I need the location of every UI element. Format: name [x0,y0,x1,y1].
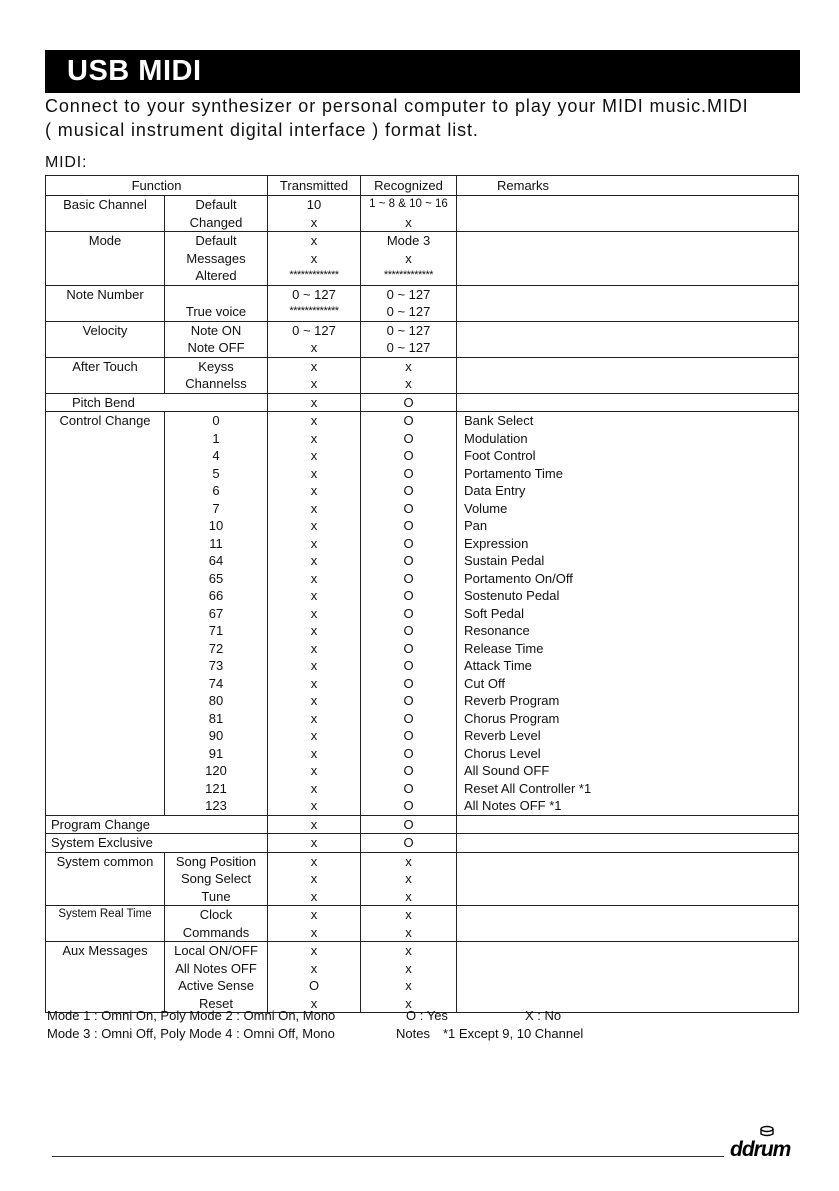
cc-remark: Cut Off [464,675,505,691]
cc-recognized-value: O [403,780,414,796]
row-recognized: 0 ~ 127 0 ~ 127 [361,285,457,321]
table-row [46,357,799,393]
table-row [46,412,799,816]
except-note: *1 Except 9, 10 Channel [443,1026,584,1041]
row-recognized: O [361,834,457,853]
cc-remark: Reverb Level [464,728,541,743]
footer-divider [52,1156,724,1157]
cc-number: 10 [208,518,224,533]
cc-recognized-value: O [403,570,414,586]
row-sub: Clock Commands [165,906,268,942]
header-function: Function [46,176,268,196]
cc-transmitted-value: x [310,780,318,796]
mode-note-2: Mode 3 : Omni Off, Poly Mode 4 : Omni Off, Mono [47,1026,335,1041]
row-remarks [457,942,799,1013]
table-row [46,321,799,357]
row-sub: Keyss Channelss [165,357,268,393]
cc-number: 81 [208,710,224,726]
row-remarks [457,285,799,321]
table-row [46,285,799,321]
cc-recognized-value: O [403,518,414,533]
row-recognized: x x x x [361,942,457,1013]
row-label: Aux Messages [46,942,165,1013]
cc-recognized-value: O [403,658,414,673]
cc-remark: Data Entry [464,483,526,498]
cc-transmitted-value: x [310,658,318,673]
row-label: System Real Time [46,906,165,942]
row-recognized: Mode 3 x ************* [361,232,457,286]
cc-recognized-value: O [403,483,414,498]
row-label: After Touch [46,357,165,393]
intro-paragraph [45,94,805,142]
brand-logo-text: ddrum [730,1138,791,1161]
row-sub: Song Position Song Select Tune [165,852,268,906]
row-remarks [457,393,799,412]
row-recognized: 0 ~ 127 0 ~ 127 [361,321,457,357]
cc-number: 11 [209,535,223,551]
row-label: Control Change [46,412,165,816]
cc-transmitted-value: x [310,430,318,446]
row-label: Basic Channel [46,196,165,232]
cc-number: 65 [208,570,224,586]
cc-recognized-value: O [403,745,414,761]
cc-transmitted [268,412,361,816]
cc-transmitted-value: x [310,553,318,568]
cc-remark: Sustain Pedal [464,553,545,568]
cc-remark: Pan [464,518,488,533]
cc-transmitted-value: x [310,710,318,726]
cc-transmitted-value: x [310,675,318,691]
cc-recognized-value: O [403,763,414,778]
row-transmitted: x [268,393,361,412]
section-banner [45,50,800,93]
row-transmitted: 0 ~ 127 ************* [268,285,361,321]
cc-number: 90 [208,728,224,743]
cc-remark: Resonance [464,623,530,638]
cc-remark: Volume [464,500,508,516]
cc-remark: Foot Control [464,448,536,463]
cc-recognized-value: O [403,535,414,551]
cc-remark: Modulation [464,430,528,446]
table-row [46,196,799,232]
cc-number: 121 [205,780,227,796]
cc-transmitted-value: x [310,640,318,656]
table-row [46,852,799,906]
row-remarks [457,321,799,357]
cc-number: 64 [208,553,224,568]
cc-remark: Reverb Program [464,693,560,708]
row-transmitted: x [268,815,361,834]
legend-no: X : No [525,1008,562,1023]
cc-remark: Chorus Program [464,710,560,726]
row-recognized: x x [361,906,457,942]
row-sub: Default Messages Altered [165,232,268,286]
table-row [46,393,799,412]
cc-transmitted-value: x [310,518,318,533]
cc-number: 1 [212,430,220,446]
cc-number: 120 [205,763,227,778]
row-transmitted: x x x [268,852,361,906]
cc-transmitted-value: x [310,588,318,603]
cc-transmitted-value: x [310,693,318,708]
cc-recognized [361,412,457,816]
intro-line-1: Connect to your synthesizer or personal computer to play your MIDI music.MIDI [45,96,749,116]
row-transmitted: 0 ~ 127 x [268,321,361,357]
mode-note-1: Mode 1 : Omni On, Poly Mode 2 : Omni On, Mono [47,1008,336,1023]
cc-transmitted-value: x [310,798,318,813]
cc-number: 80 [208,693,224,708]
intro-line-2: ( musical instrument digital interface ) format list. [45,120,479,140]
cc-recognized-value: O [403,623,414,638]
row-label: Velocity [46,321,165,357]
row-remarks [457,815,799,834]
cc-number: 67 [208,605,224,621]
notes-label: Notes [396,1026,430,1041]
header-remarks: Remarks [457,176,799,196]
cc-number: 66 [208,588,224,603]
midi-label: MIDI: [45,154,88,171]
cc-remark: Soft Pedal [464,605,524,621]
row-sub: Local ON/OFF All Notes OFF Active Sense Reset [165,942,268,1013]
cc-recognized-value: O [403,448,414,463]
cc-recognized-value: O [403,693,414,708]
cc-transmitted-value: x [310,535,318,551]
cc-recognized-value: O [403,500,414,516]
cc-number: 6 [212,483,220,498]
row-recognized: O [361,815,457,834]
table-header-row [46,176,799,196]
cc-remark: Expression [464,535,529,551]
row-transmitted: x x [268,906,361,942]
table-row [46,942,799,1013]
row-transmitted: x x ************* [268,232,361,286]
header-transmitted: Transmitted [268,176,361,196]
row-label: Pitch Bend [46,393,268,412]
cc-remarks [457,412,799,816]
cc-transmitted-value: x [310,728,318,743]
drum-logo-icon [760,1125,774,1137]
row-transmitted: x [268,834,361,853]
section-title: USB MIDI [67,55,202,87]
row-label: System Exclusive [46,834,268,853]
cc-remark: Release Time [464,640,544,656]
cc-recognized-value: O [403,675,414,691]
row-label: Note Number [46,285,165,321]
row-recognized: x x x [361,852,457,906]
row-label: Program Change [46,815,268,834]
cc-transmitted-value: x [310,570,318,586]
cc-recognized-value: O [403,465,414,481]
cc-transmitted-value: x [310,605,318,621]
row-remarks [457,196,799,232]
row-sub: True voice [165,285,268,321]
table-row [46,906,799,942]
cc-number: 0 [212,413,220,428]
cc-recognized-value: O [403,413,414,428]
header-recognized: Recognized [361,176,457,196]
midi-implementation-table [45,175,799,1013]
row-transmitted: x x [268,357,361,393]
cc-transmitted-value: x [310,745,318,761]
row-remarks [457,357,799,393]
cc-number: 72 [208,640,224,656]
cc-recognized-value: O [403,798,414,813]
table-row [46,834,799,853]
legend-yes: O : Yes [406,1008,448,1023]
row-remarks [457,906,799,942]
row-sub: Default Changed [165,196,268,232]
cc-recognized-value: O [403,553,414,568]
cc-transmitted-value: x [310,465,318,481]
cc-transmitted-value: x [310,448,318,463]
table-row [46,232,799,286]
cc-recognized-value: O [403,605,414,621]
cc-number: 123 [205,798,227,813]
cc-recognized-value: O [403,710,414,726]
cc-remark: Sostenuto Pedal [464,588,560,603]
cc-remark: Chorus Level [464,745,541,761]
row-remarks [457,834,799,853]
row-transmitted: 10 x [268,196,361,232]
row-remarks [457,232,799,286]
brand-logo [730,1124,806,1170]
cc-number: 7 [212,500,220,516]
cc-transmitted-value: x [310,623,318,638]
cc-number: 74 [208,675,224,691]
cc-recognized-value: O [403,640,414,656]
cc-remark: Reset All Controller *1 [464,780,592,796]
row-label: System common [46,852,165,906]
cc-number: 71 [208,623,224,638]
cc-recognized-value: O [403,588,414,603]
cc-remark: All Notes OFF *1 [464,798,562,813]
cc-transmitted-value: x [310,413,318,428]
row-label: Mode [46,232,165,286]
cc-number: 91 [208,745,224,761]
cc-transmitted-value: x [310,763,318,778]
cc-remark: Attack Time [464,658,532,673]
cc-transmitted-value: x [310,483,318,498]
cc-number: 73 [208,658,224,673]
row-recognized: O [361,393,457,412]
row-recognized: x x [361,357,457,393]
table-row [46,815,799,834]
cc-recognized-value: O [403,728,414,743]
cc-number: 5 [212,465,220,481]
cc-number: 4 [212,448,220,463]
cc-remark: All Sound OFF [464,763,550,778]
cc-remark: Portamento On/Off [464,570,573,586]
row-recognized: 1 ~ 8 & 10 ~ 16 x [361,196,457,232]
cc-numbers [165,412,268,816]
row-transmitted: x x O x [268,942,361,1013]
row-remarks [457,852,799,906]
cc-recognized-value: O [403,430,414,446]
row-sub: Note ON Note OFF [165,321,268,357]
cc-transmitted-value: x [310,500,318,516]
cc-remark: Portamento Time [464,465,563,481]
cc-remark: Bank Select [464,413,534,428]
